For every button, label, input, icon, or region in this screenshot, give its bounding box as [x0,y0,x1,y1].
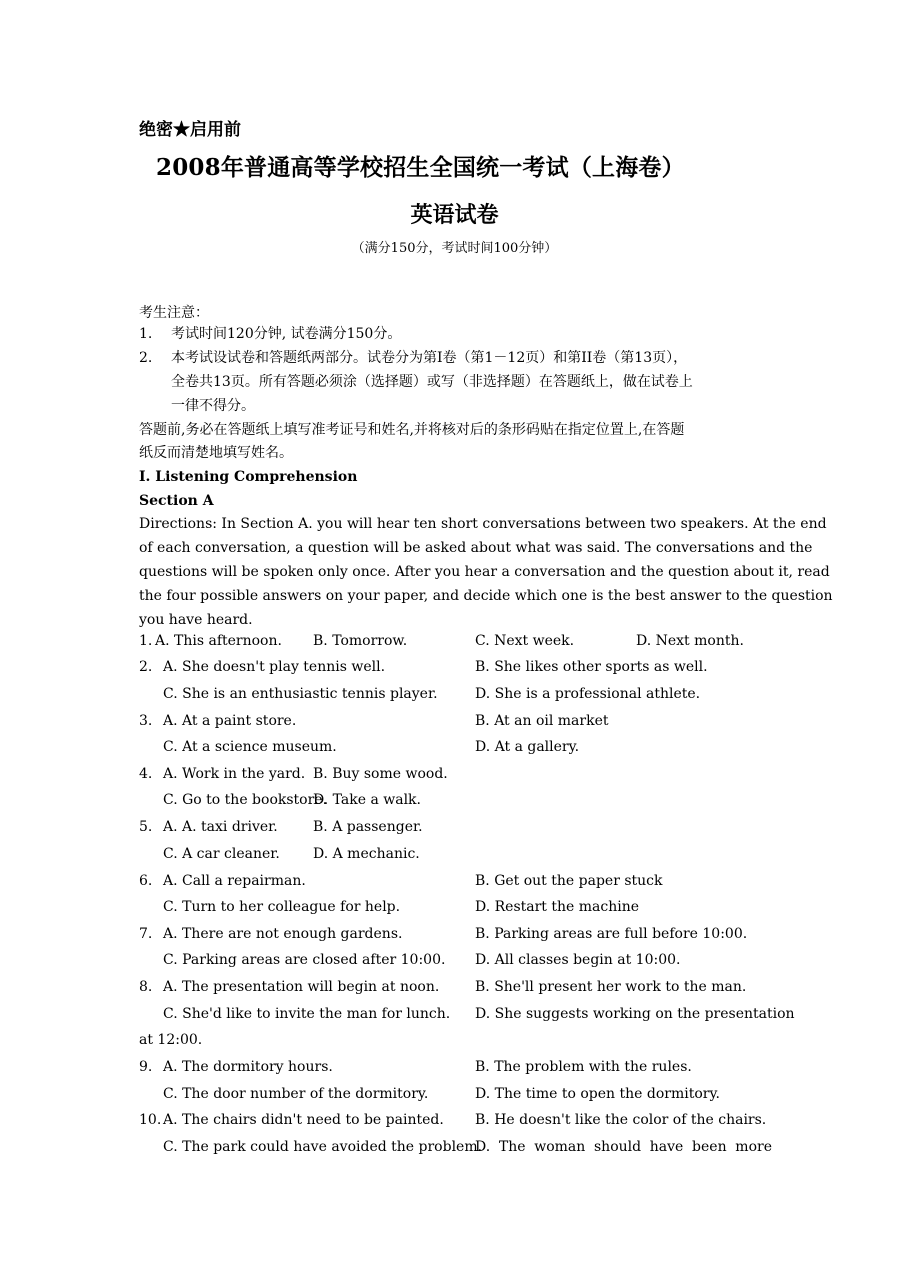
question-4-option-c: C. Go to the bookstore. [163,792,328,808]
question-9-option-b: B. The problem with the rules. [475,1059,692,1075]
directions-line-4: the four possible answers on your paper, and decide which one is the best answer to the question [139,588,833,604]
question-7-option-c: C. Parking areas are closed after 10:00. [163,952,446,968]
question-10-option-b: B. He doesn't like the color of the chairs. [475,1112,767,1128]
question-4-option-d: D. Take a walk. [313,792,421,808]
question-3-option-a: A. At a paint store. [163,713,297,729]
notice-item-2-line-2: 全卷共13页。所有答题必须涂（选择题）或写（非选择题）在答题纸上，做在试卷上 [171,374,693,390]
directions-line-5: you have heard. [139,612,253,628]
question-1-option-b: B. Tomorrow. [313,633,408,649]
question-5-number: 5. [139,819,153,835]
question-9-option-d: D. The time to open the dormitory. [475,1086,720,1102]
question-10-option-c: C. The park could have avoided the problem. [163,1139,483,1155]
question-5-option-a: A. A. taxi driver. [163,819,278,835]
notice-item-2-number: 2. [139,350,153,366]
question-2-number: 2. [139,659,153,675]
notice-item-1: 考试时间120分钟, 试卷满分150分。 [171,326,402,342]
question-8-option-d-continued: at 12:00. [139,1032,203,1048]
notice-paragraph-line-2: 纸反而清楚地填写姓名。 [139,445,293,461]
notice-heading: 考生注意： [139,305,209,321]
question-5-option-b: B. A passenger. [313,819,423,835]
question-7-option-d: D. All classes begin at 10:00. [475,952,681,968]
question-10-option-a: A. The chairs didn't need to be painted. [163,1112,444,1128]
question-7-option-a: A. There are not enough gardens. [163,926,403,942]
question-7-number: 7. [139,926,153,942]
paper-subtitle: （满分150分，考试时间100分钟） [351,241,558,256]
question-6-number: 6. [139,873,153,889]
directions-line-3: questions will be spoken only once. After you hear a conversation and the question about it, read [139,564,830,580]
question-2-option-d: D. She is a professional athlete. [475,686,701,702]
question-4-option-a: A. Work in the yard. [163,766,306,782]
question-8-option-c: C. She'd like to invite the man for lunch. [163,1006,451,1022]
question-9-number: 9. [139,1059,153,1075]
question-4-number: 4. [139,766,153,782]
question-8-option-b: B. She'll present her work to the man. [475,979,747,995]
notice-paragraph-line-1: 答题前,务必在答题纸上填写准考证号和姓名,并将核对后的条形码贴在指定位置上,在答题 [139,422,685,438]
notice-item-1-number: 1. [139,326,153,342]
question-6-option-a: A. Call a repairman. [163,873,306,889]
question-3-option-d: D. At a gallery. [475,739,580,755]
secret-mark: 绝密★启用前 [139,120,241,140]
question-10-number: 10. [139,1112,162,1128]
notice-item-2-line-1: 本考试设试卷和答题纸两部分。试卷分为第I卷（第1－12页）和第II卷（第13页）， [171,350,688,366]
part-heading: I. Listening Comprehension [139,469,358,485]
question-8-number: 8. [139,979,153,995]
question-3-option-c: C. At a science museum. [163,739,337,755]
notice-item-2-line-3: 一律不得分。 [171,398,255,414]
question-6-option-d: D. Restart the machine [475,899,640,915]
question-3-option-b: B. At an oil market [475,713,609,729]
question-2-option-a: A. She doesn't play tennis well. [163,659,386,675]
section-heading: Section A [139,493,214,509]
paper-title: 英语试卷 [410,202,499,228]
question-10-option-d: D. The woman should have been more [475,1139,772,1155]
question-1-option-d: D. Next month. [636,633,744,649]
question-2-option-b: B. She likes other sports as well. [475,659,708,675]
question-2-option-c: C. She is an enthusiastic tennis player. [163,686,438,702]
directions-line-2: of each conversation, a question will be asked about what was said. The conversations and the [139,540,813,556]
exam-title: 2008年普通高等学校招生全国统一考试（上海卷） [156,154,685,181]
question-3-number: 3. [139,713,153,729]
question-9-option-a: A. The dormitory hours. [163,1059,333,1075]
question-1-option-a: A. This afternoon. [155,633,282,649]
question-4-option-b: B. Buy some wood. [313,766,448,782]
question-9-option-c: C. The door number of the dormitory. [163,1086,429,1102]
question-8-option-d: D. She suggests working on the presentation [475,1006,795,1022]
question-1-number: 1. [139,633,153,649]
question-8-option-a: A. The presentation will begin at noon. [163,979,440,995]
question-5-option-d: D. A mechanic. [313,846,420,862]
question-6-option-b: B. Get out the paper stuck [475,873,663,889]
question-7-option-b: B. Parking areas are full before 10:00. [475,926,748,942]
directions-line-1: Directions: In Section A. you will hear ten short conversations between two speakers. At the end [139,516,827,532]
question-5-option-c: C. A car cleaner. [163,846,280,862]
question-1-option-c: C. Next week. [475,633,575,649]
question-6-option-c: C. Turn to her colleague for help. [163,899,401,915]
